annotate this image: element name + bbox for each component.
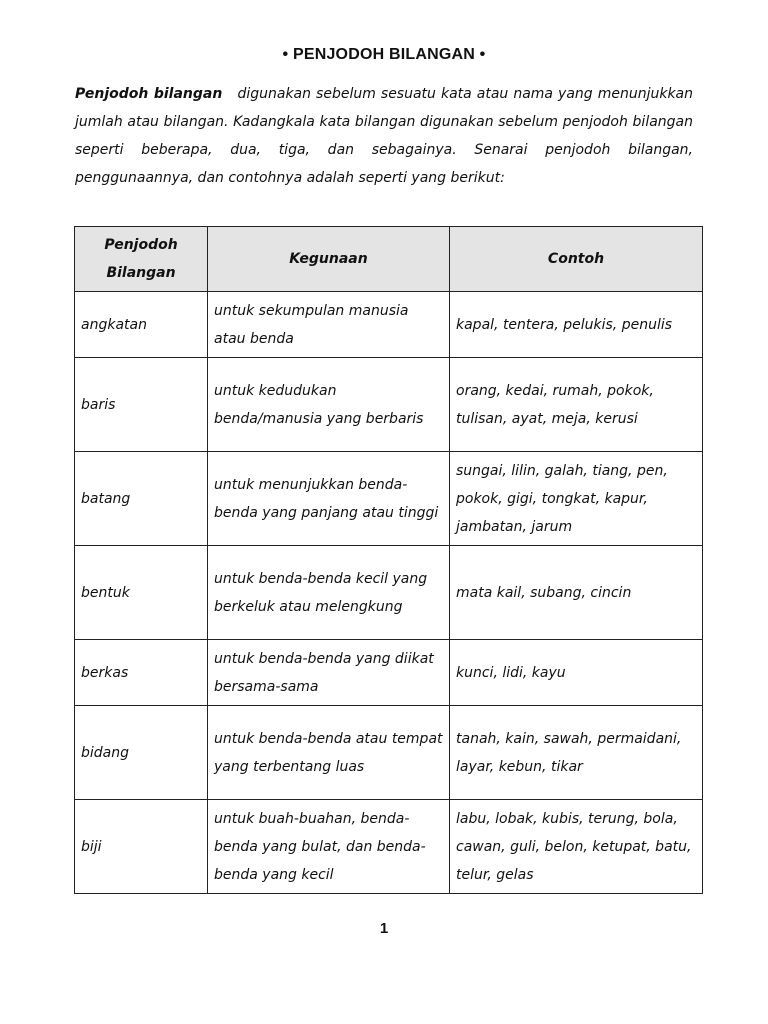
header-kegunaan: Kegunaan — [208, 227, 450, 292]
row-contoh: kunci, lidi, kayu — [450, 640, 703, 706]
row-contoh: tanah, kain, sawah, permaidani, layar, kebun, tikar — [450, 706, 703, 800]
row-penjodoh: bidang — [75, 706, 208, 800]
intro-paragraph — [75, 80, 693, 192]
row-contoh: labu, lobak, kubis, terung, bola, cawan, guli, belon, ketupat, batu, telur, gelas — [450, 800, 703, 894]
row-penjodoh: baris — [75, 358, 208, 452]
intro-text: digunakan sebelum sesuatu kata atau nama yang menunjukkan jumlah atau bilangan. Kadangkala kata bilangan digunakan sebelum penjodoh bilangan seperti beberapa, dua, tiga, dan sebagainya. Senarai penjodoh bilangan, penggunaannya, dan contohnya adalah seperti yang berikut: — [75, 86, 693, 186]
row-penjodoh: angkatan — [75, 292, 208, 358]
table-row — [75, 706, 703, 800]
row-kegunaan: untuk benda-benda kecil yang berkeluk atau melengkung — [208, 546, 450, 640]
row-contoh: mata kail, subang, cincin — [450, 546, 703, 640]
row-contoh: kapal, tentera, pelukis, penulis — [450, 292, 703, 358]
table-row — [75, 640, 703, 706]
row-contoh: sungai, lilin, galah, tiang, pen, pokok, gigi, tongkat, kapur, jambatan, jarum — [450, 452, 703, 546]
header-contoh: Contoh — [450, 227, 703, 292]
table-header-row — [75, 227, 703, 292]
table-row — [75, 546, 703, 640]
row-contoh: orang, kedai, rumah, pokok, tulisan, ayat, meja, kerusi — [450, 358, 703, 452]
row-kegunaan: untuk kedudukan benda/manusia yang berbaris — [208, 358, 450, 452]
table-row — [75, 292, 703, 358]
table-row — [75, 452, 703, 546]
row-penjodoh: batang — [75, 452, 208, 546]
header-penjodoh: Penjodoh Bilangan — [75, 227, 208, 292]
row-penjodoh: bentuk — [75, 546, 208, 640]
page-number: 1 — [379, 920, 389, 937]
table-row — [75, 800, 703, 894]
row-kegunaan: untuk benda-benda atau tempat yang terbentang luas — [208, 706, 450, 800]
row-penjodoh: biji — [75, 800, 208, 894]
page-title: • PENJODOH BILANGAN • — [282, 46, 486, 63]
row-kegunaan: untuk benda-benda yang diikat bersama-sama — [208, 640, 450, 706]
table-row — [75, 358, 703, 452]
intro-lead-term: Penjodoh bilangan — [75, 86, 223, 102]
row-kegunaan: untuk menunjukkan benda-benda yang panjang atau tinggi — [208, 452, 450, 546]
penjodoh-table — [74, 226, 703, 894]
row-kegunaan: untuk sekumpulan manusia atau benda — [208, 292, 450, 358]
row-kegunaan: untuk buah-buahan, benda-benda yang bulat, dan benda-benda yang kecil — [208, 800, 450, 894]
row-penjodoh: berkas — [75, 640, 208, 706]
